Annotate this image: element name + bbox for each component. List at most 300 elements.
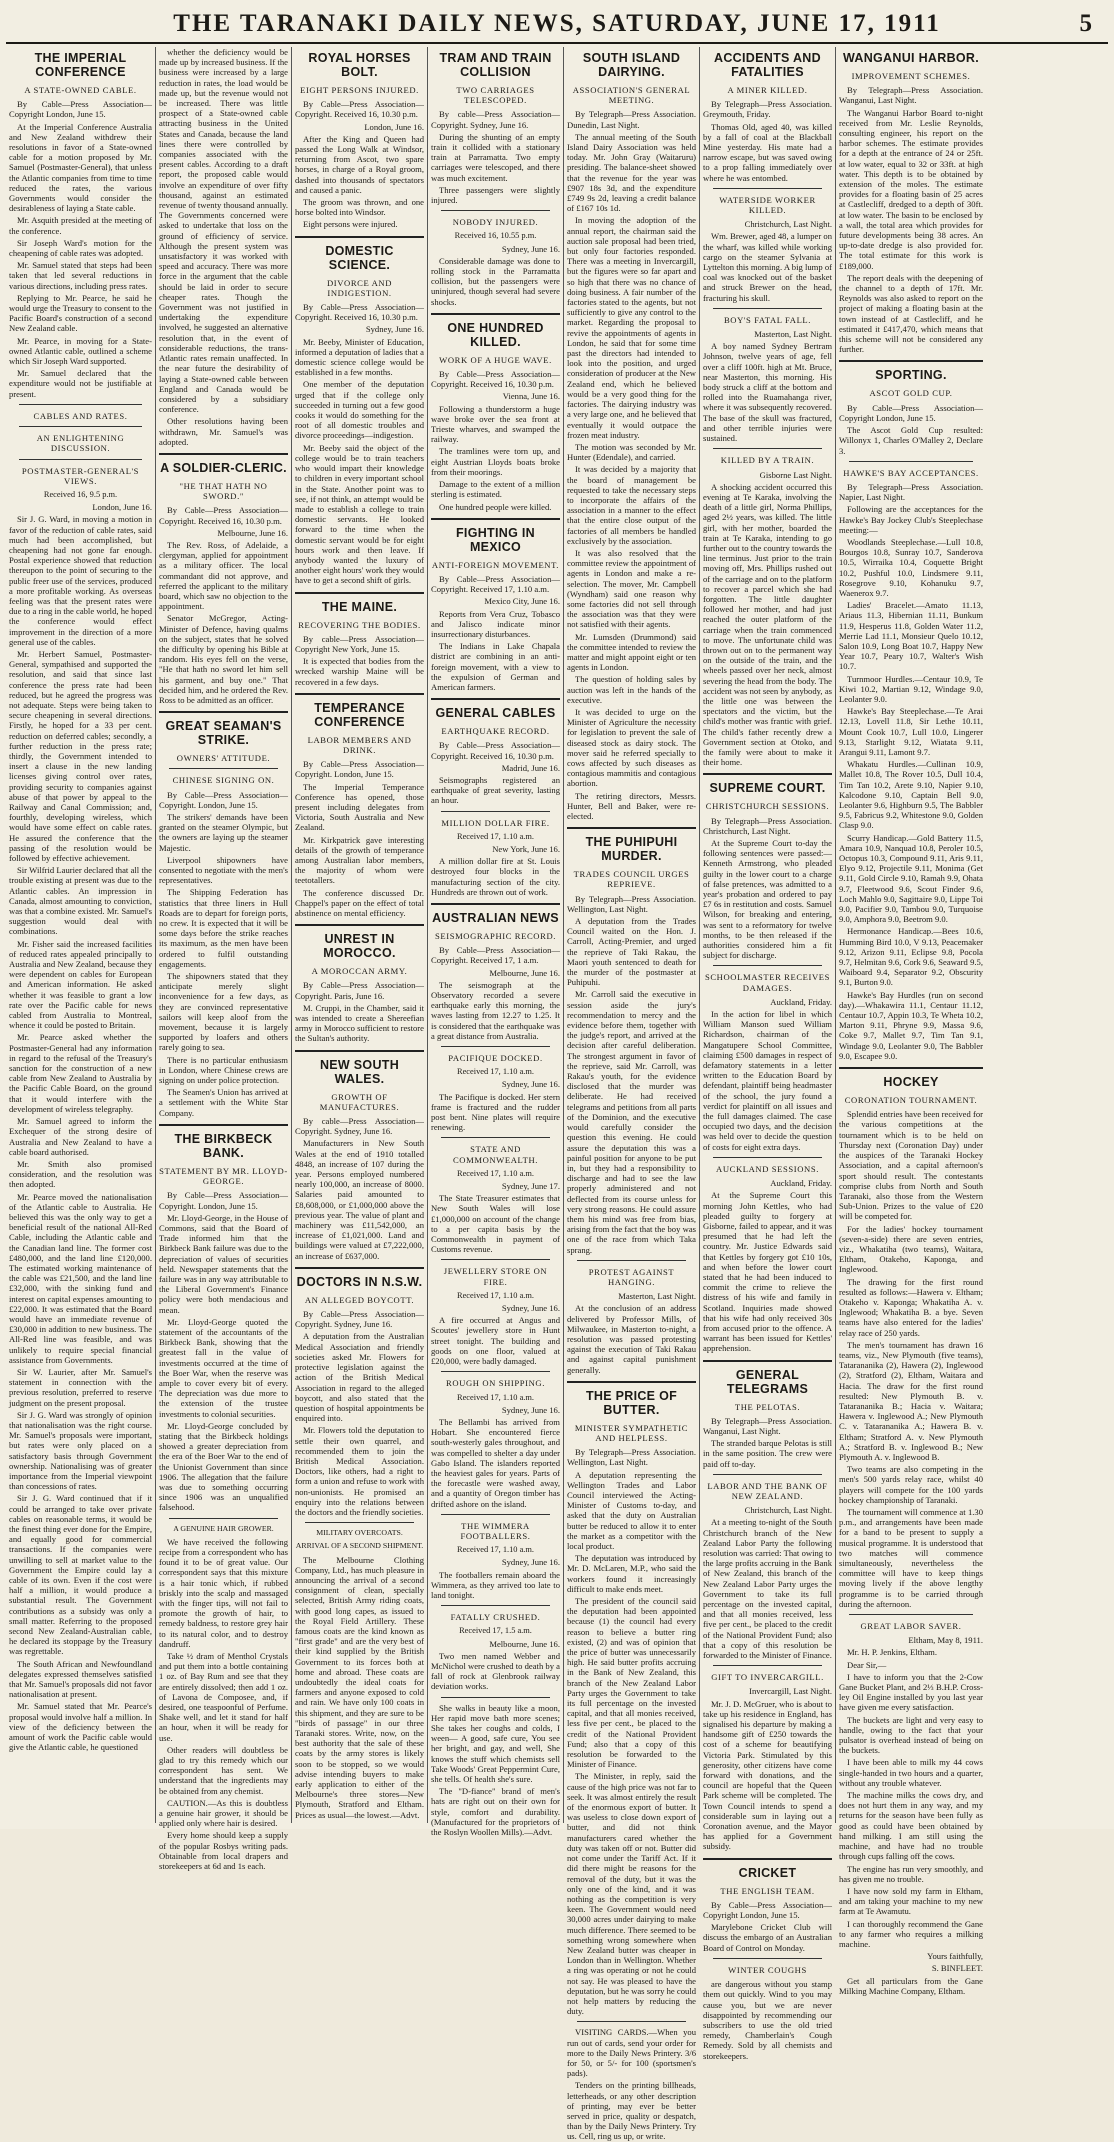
divider xyxy=(19,404,142,405)
subheadline: CABLES AND RATES. xyxy=(33,410,128,421)
paragraph: By Cable—Press Association—Copyright. Received 16, 10.30 p.m. xyxy=(295,302,424,323)
paragraph: By Cable—Press Association—Copyright London, June 15. xyxy=(703,1899,832,1921)
subheadline: STATEMENT BY MR. LLOYD-GEORGE. xyxy=(159,1165,288,1187)
paragraph: The retiring directors, Messrs. Hunter, Bell and Baker, were re-elected. xyxy=(567,790,696,822)
headline: SOUTH ISLAND DAIRYING. xyxy=(582,51,681,79)
section-rule xyxy=(839,1067,983,1069)
headline: DOMESTIC SCIENCE. xyxy=(325,243,394,272)
subheadline: JEWELLERY STORE ON FIRE. xyxy=(443,1266,548,1287)
subheadline: CHRISTCHURCH SESSIONS. xyxy=(705,801,830,812)
paragraph: At the conclusion of an address delivered by Professor Mills, of Milwaukee, in Masterton to-night, a resolution was passed protesting against the execution of Taki Rakau and against capital punishment generally. xyxy=(567,1303,696,1375)
paragraph: By Cable—Press Association—Copyright. Received 16, 10.30 p.m. xyxy=(431,369,560,390)
paragraph: Marylebone Cricket Club will discuss the embargo of an Australian Board of Control on Monday. xyxy=(703,1922,832,1953)
headline: SPORTING. xyxy=(875,368,947,383)
paragraph: Mr. Flowers told the deputation to settle their own quarrel, and recommended them to join the British Medical Association. Doctors, like others, had a right to form a union and refuse to work with non-unionists. He promised an enquiry into the relations between the doctors and the friendly societies. xyxy=(295,1425,424,1517)
paragraph: By Telegraph—Press Association. Dunedin, Last Night. xyxy=(567,109,696,130)
paragraph: Mr. H. P. Jenkins, Eltham. xyxy=(847,1647,937,1658)
subheadline: WATERSIDE WORKER KILLED. xyxy=(719,194,816,216)
paragraph: Mr. Carroll said the executive in session aside the jury's recommendation to mercy and the evidence before them, together with the judge's report, and arrived at the decision after careful deliberation. The strongest argument in favor of the reprieve, said Mr. Carroll, was Rakau's youth, for the evidence disclosed that the murder was deliberate. He had received telegrams and petitions from all parts of the Dominion, and the executive would carefully consider the question this evening. He could assure the deputation this was a painful position for anyone to be put in, but they had a responsibility to discharge and had to see the law properly administered and not deflected from its course unless for very strong reasons. He could assure them his mind was free from bias, arising from the fact that the boy was one of the race from which Taka sprang. xyxy=(567,989,696,1255)
paragraph: Mr. Herbert Samuel, Postmaster-General, sympathised and supported the resolution, and said that since last conference the press rate had been reduced, but he agreed the progress was not adequate. Steps were being taken to secure cheapening in several directions. Firstly, he hoped for a 33 per cent. reduction on deferred cables; secondly, a further reduction in the press rate; thirdly, the Government intended to insert a clause in the new landing licenses giving control over rates, providing security to companies against abuse of that power by appeal to the Railway and Canal Commission; and, fourthly, developing wireless, which would have some effect on cable rates. He assured the conference that the passing of the resolution would be followed by effective achievement. xyxy=(9,648,152,864)
paragraph: Sir Joseph Ward's motion for the cheapening of cable rates was adopted. xyxy=(9,237,152,259)
paragraph: Manufacturers in New South Wales at the end of 1910 totalled 4848, an increase of 107 during the year. Persons employed numbered nearly 100,000, an increase of 8000. Salaries paid amounted to £8,608,000, or £1,000,000 above the previous year. The value of plant and machinery was £11,542,000, an increase of £1,021,000. Land and buildings were valued at £7,222,000, an increase of £637,000. xyxy=(295,1138,424,1261)
subheadline: GROWTH OF MANUFACTURES. xyxy=(319,1091,400,1112)
headline: GENERAL CABLES xyxy=(435,706,556,721)
subheadline: A MINER KILLED. xyxy=(727,85,808,95)
paragraph: A boy named Sydney Bertram Johnson, twelve years of age, fell over a cliff 100ft. high at Mt. Bruce, near Masterton, this morning. His body struck a cliff at the bottom and rolled into the Ruamahanga river, where it was subsequently recovered. The base of the skull was fractured, and other terrible injuries were sustained. xyxy=(703,341,832,444)
section-rule xyxy=(295,592,424,594)
headline: SUPREME COURT. xyxy=(709,781,826,796)
paragraph: The Ascot Gold Cup resulted: Willonyx 1, Charles O'Malley 2, Declare 3. xyxy=(839,425,983,456)
divider xyxy=(849,461,973,462)
subheadline: EARTHQUAKE RECORD. xyxy=(441,726,550,737)
paragraph: Eight persons were injured. xyxy=(303,219,398,230)
paragraph: I have now sold my farm in Eltham, and am taking your machine to my new farm at Te Awamutu. xyxy=(839,1885,983,1917)
paragraph: Reports from Vera Cruz, Tobasco and Jalisco indicate minor insurrectionary disturbances. xyxy=(431,608,560,639)
subheadline: AUCKLAND SESSIONS. xyxy=(716,1163,819,1174)
paragraph: By Cable—Press Association—Copyright. Received 16, 10.30 p.m. xyxy=(431,740,560,761)
divider xyxy=(577,1260,686,1261)
divider xyxy=(441,210,550,211)
paragraph: Mr. J. D. McGruer, who is about to take up his residence in England, has signalised his departure by making a handsome gift of £250 towards the cost of a scheme for beautifying Victoria Park. Stimulated by this generosity, other citizens have come forward with donations, and the council are hopeful that the Queen Park scheme will be completed. The Town Council intends to spend a considerable sum in laying out a Coronation avenue, and the Mayor has applied for a Government subsidy. xyxy=(703,1698,832,1852)
divider xyxy=(441,1371,550,1372)
dateline: Masterton, Last Night. xyxy=(754,329,832,340)
paragraph: Two teams are also competing in the men's 500 yards relay race, whilst 40 players will compete for the 100 yards hockey championship of Taranaki. xyxy=(839,1464,983,1505)
divider xyxy=(441,1514,550,1515)
subheadline: TWO CARRIAGES TELESCOPED. xyxy=(456,85,535,106)
paragraph: Thomas Old, aged 40, was killed by a fall of coal at the Blackball Mine yesterday. His mate had a narrow escape, but was saved owing to a prop falling immediately over where he was entombed. xyxy=(703,121,832,183)
paragraph: By cable—Press Association—Copyright. Sydney, June 16. xyxy=(295,1116,424,1137)
divider xyxy=(169,1518,278,1519)
dateline: Sydney, June 16. xyxy=(501,1303,560,1314)
subheadline: STATE AND COMMONWEALTH. xyxy=(452,1144,539,1165)
paragraph: By Telegraph—Press Association. Greymouth, Friday. xyxy=(703,99,832,120)
paragraph: The Bellambi has arrived from Hobart. She encountered fierce south-westerly gales throughout, and was compelled to shelter a day under Gabo Island. The islanders reported the heaviest gales for years. Parts of the forecastle were washed away, and a quantity of Oregon timber has drifted ashore on the island. xyxy=(431,1416,560,1509)
page-number: 5 xyxy=(1079,10,1092,37)
headline: DOCTORS IN N.S.W. xyxy=(296,1274,423,1289)
advertisement-heading: A GENUINE HAIR GROWER. xyxy=(173,1523,274,1533)
signature: S. BINFLEET. xyxy=(931,1963,983,1974)
paragraph: It was decided by a majority that the board of management be requested to take the necessary steps to incorporate the affairs of the association in a manner to the effect that the entire close output of the factories of all members be handled exclusively by the association. xyxy=(567,464,696,546)
paragraph: Mr. Beeby said the object of the college would be to train teachers who would impart their knowledge to children in every important school in the State. Another point was to see, if not think, an attempt would be made to establish a college to train domestic servants. He looked forward to the time when the domestic servant would be for eight hours work and then leave. If anybody wanted the luxury of another eight hours' work they would have to get a second shift of girls. xyxy=(295,442,424,586)
paragraph: Two men named Webber and McNichol were crushed to death by a fall of rock at Glenbrook railway deviation works. xyxy=(431,1650,560,1692)
divider xyxy=(577,2021,686,2022)
subheadline: FATALLY CRUSHED. xyxy=(450,1612,541,1623)
paragraph: Mr. Fisher said the increased facilities of reduced rates appealed principally to Australia and New Zealand, because they were dependent on cables for European and American information. He asked whether it was feasible to grant a low rate over the Pacific cable for news cabled from Australia to Montreal, whence it could be posted to Britain. xyxy=(9,938,152,1031)
paragraph: Tenders on the printing billheads, letterheads, or any other description of printing, may ever be better served in price, quality or despatch, than by the Daily News Printery. Try us. Cell, ring us up, or write. xyxy=(567,2080,696,2142)
paragraph: The Seamen's Union has arrived at a settlement with the White Star Company. xyxy=(159,1087,288,1118)
paragraph: The motion was seconded by Mr. Hunter (Edendale), and carried. xyxy=(567,441,696,463)
dateline: Received 17, 1.10 a.m. xyxy=(457,1290,534,1300)
divider xyxy=(441,1046,550,1047)
paragraph: I have to inform you that the 2-Cow Gane Bucket Plant, and 2⅓ B.H.P. Cross-ley Oil Engine installed by you last year have given me every satisfaction. xyxy=(839,1671,983,1713)
paragraph: The drawing for the first round resulted as follows:—Hawera v. Eltham; Otakeho v. Kaponga; Whakatiha A. v. Inglewood; Whakatiha B. a bye. Seven teams have also entered for the ladies' relay race of 250 yards. xyxy=(839,1276,983,1338)
section-rule xyxy=(839,360,983,362)
subheadline: WORK OF A HUGE WAVE. xyxy=(439,354,552,365)
paragraph: It was also resolved that the committee review the appointment of agents in London and make a re-selection. The mover, Mr. Campbell (Wyndham) said one reason why some factories did not sell through the association was that they were not satisfied with their agents. xyxy=(567,547,696,630)
paragraph: It was decided to urge on the Minister of Agriculture the necessity for legislation to prevent the sale of diseased stock as dairy stock. The mover said he referred specially to cows affected by such diseases as contagious mammitis and contagious abortion. xyxy=(567,706,696,789)
paragraph: Mr. Kirkpatrick gave interesting details of the growth of temperance among Australian labor members, the majority of whom were teetotallers. xyxy=(295,834,424,886)
paragraph: VISITING CARDS.—When you run out of cards, send your order for more to the Daily News Printery. 3/6 for 50, or 5/- for 100 (sportsmen's pads). xyxy=(567,2027,696,2079)
section-rule xyxy=(431,698,560,700)
subheadline: "HE THAT HATH NO SWORD." xyxy=(179,480,268,502)
paragraph: We have received the following recipe from a correspondent who has found it to be of great value. Our correspondent says that this mixture is a hair tonic which, if rubbed briskly into the scalp and massaged with the finger tips, will not fail to promote the growth of hair, to remedy baldness, to restore grey hair to its natural color, and to destroy dandruff. xyxy=(159,1536,288,1649)
paragraph: Replying to Mr. Pearce, he said he would urge the Treasury to consent to the Pacific Board's construction of a second New Zealand cable. xyxy=(9,292,152,334)
column-1 xyxy=(6,47,156,1823)
dateline: Melbourne, June 16. xyxy=(489,1638,560,1649)
headline: FIGHTING IN MEXICO xyxy=(456,525,535,554)
dateline: Received 17, 1.10 a.m. xyxy=(457,1545,534,1555)
headline: ACCIDENTS AND FATALITIES xyxy=(714,51,821,79)
subheadline: GIFT TO INVERCARGILL. xyxy=(711,1672,824,1683)
dateline: Melbourne, June 16. xyxy=(217,527,288,538)
subheadline: LABOR MEMBERS AND DRINK. xyxy=(307,734,412,755)
headline: AUSTRALIAN NEWS xyxy=(432,910,559,925)
paragraph: One hundred people were killed. xyxy=(439,501,552,512)
paragraph: By Cable—Press Association—Copyright. Received 17, 1.10 a.m. xyxy=(431,573,560,595)
paragraph: M. Cruppi, in the Chamber, said it was intended to create a Shereefian army in Morocco sufficient to restore the Sultan's authority. xyxy=(295,1002,424,1044)
paragraph: Mr. Samuel stated that steps had been taken that led several reductions in various directions, including press rates. xyxy=(9,260,152,291)
paragraph: By Telegraph—Press Association. Wellington, Last Night. xyxy=(567,893,696,914)
divider xyxy=(713,1157,822,1158)
paragraph: Hermonance Handicap.—Bees 10.6, Humming Bird 10.0, V 9.13, Peacemaker 9.12, Arizon 9.11, Eclipse 9.8, Pocola 9.7, Helmitan 9.6, Cork 9.6, Seaward 9.5, Waiboard 9.4, Separator 9.2, Obscurity 9.1, Burton 9.0. xyxy=(839,926,983,988)
paragraph: Get all particulars from the Gane Milking Machine Company, Eltham. xyxy=(839,1975,983,1996)
dateline: Sydney, June 16. xyxy=(501,1079,560,1090)
paragraph: Liverpool shipowners have consented to negotiate with the men's representatives. xyxy=(159,854,288,886)
subheadline: BOY'S FATAL FALL. xyxy=(723,314,812,325)
subheadline: HAWKE'S BAY ACCEPTANCES. xyxy=(843,467,979,478)
dateline: Auckland, Friday. xyxy=(770,996,832,1007)
paragraph: Other resolutions having been withdrawn, Mr. Samuel's was adopted. xyxy=(159,416,288,447)
headline: CRICKET xyxy=(738,1865,797,1880)
paragraph: Mr. Samuel agreed to inform the Exchequer of the strong desire of Australia and New Zealand to have a cable board authorised. xyxy=(9,1116,152,1157)
headline: THE PRICE OF BUTTER. xyxy=(585,1388,678,1417)
paragraph: The Pacifique is docked. Her stern frame is fractured and the rudder post bent. Nine plates will require renewing. xyxy=(431,1091,560,1133)
paragraph: Woodlands Steeplechase.—Lull 10.8, Bourgos 10.8, Sunray 10.7, Sanderova 10.5, Wirraika 10.4, Coquette Bright 10.2, Pushful 10.0, Lindsmere 9.11, Rosegrove 9.10, Kohanuku 9.7, Waenerox 9.7. xyxy=(839,536,983,598)
section-rule xyxy=(295,236,424,238)
paragraph: Mr. Beeby, Minister of Education, informed a deputation of ladies that a domestic science college would be established in a few months. xyxy=(295,336,424,378)
dateline: Received 16, 10.55 p.m. xyxy=(454,231,537,241)
headline: ROYAL HORSES BOLT. xyxy=(308,51,411,79)
divider xyxy=(441,1259,550,1260)
paragraph: Wm. Brewer, aged 48, a lumper on the wharf, was killed while working cargo on the steamer Sylvania at Lyttelton this morning. A big lump of coal was knocked out of the basket and struck Brewer on the head, fracturing his skull. xyxy=(703,231,832,303)
paragraph: The question of holding sales by auction was left in the hands of the executive. xyxy=(567,674,696,705)
paragraph: By Telegraph—Press Association. Wanganui, Last Night. xyxy=(839,85,983,106)
subheadline: OWNERS' ATTITUDE. xyxy=(176,753,271,764)
dateline: Received 17, 1.10 a.m. xyxy=(457,1067,534,1077)
subheadline: THE WIMMERA FOOTBALLERS. xyxy=(460,1520,531,1541)
paragraph: are dangerous without you stamp them out quickly. Wind to you may cause you, but we are never disappointed by recommending our subscribers to use the old tried remedy, Chamberlain's Cough Remedy. Sold by all chemists and storekeepers. xyxy=(703,1979,832,2061)
section-rule xyxy=(159,711,288,713)
subheadline: NOBODY INJURED. xyxy=(452,217,539,228)
dateline: Sydney, June 16. xyxy=(501,243,560,254)
paragraph: By Telegraph—Press Association. Christchurch, Last Night. xyxy=(703,815,832,836)
divider xyxy=(441,1697,550,1698)
paragraph: Mr. Pearce moved the nationalisation of the Atlantic cable to Australia. He believed this was the only way to get a beneficial result of the national All-Red Cable, including the Atlantic cable and the Canadian land line. The former cost £480,000, and the land line £120,000. The estimated working maintenance of the cable was £21,500, and the land line £32,000, with the sinking fund and interest on capital expenses amounting to £22,000. It was estimated that the Board would have an immediate revenue of £30,000 in addition to new business. The All-Red line was feasible, and was unlikely to require special financial assistance from Governments. xyxy=(9,1191,152,1365)
paragraph: The conference discussed Dr. Chappel's paper on the effect of total abstinence on mental efficiency. xyxy=(295,887,424,918)
dateline: Christchurch, Last Night. xyxy=(744,1505,832,1516)
section-rule xyxy=(295,1050,424,1052)
dateline: Sydney, June 16. xyxy=(365,324,424,335)
section-rule xyxy=(567,1381,696,1383)
divider xyxy=(169,768,278,769)
paragraph: A deputation from the Trades Council waited on the Hon. J. Carroll, Acting-Premier, and urged the reprieve of Taki Rakau, the Maori youth sentenced to death for the murder of the postmaster at Puhipuhi. xyxy=(567,916,696,988)
paragraph: Sir J. G. Ward continued that if it could be arranged to take over private cables on reasonable terms, it would be the finest thing ever done for the Empire, and equally good for commercial transactions. If the companies were unwilling to sell at market value to the Government the Empire could lay a cable of its own. Even if the cost were half a million, it would produce a substantial result. The Government contributions as a subsidy was only a small matter. Referring to the proposed second New Zealand-Australian cable, he declared its stoppage by the Treasury was regrettable. xyxy=(9,1493,152,1657)
subheadline: POSTMASTER-GENERAL'S VIEWS. xyxy=(21,465,140,486)
divider xyxy=(713,448,822,449)
subheadline: ROUGH ON SHIPPING. xyxy=(446,1378,545,1389)
paragraph: Hawke's Bay Steeplechase.—Te Arai 12.13, Lovell 11.8, Sir Lethe 10.11, Mount Cook 10.7, Lull 10.0, Lingerer 9.13, Starlight 9.12, Wiatata 9.11, Arangui 9.11, Lamont 9.7. xyxy=(839,706,983,757)
dateline: Received 16, 9.5 p.m. xyxy=(43,489,118,499)
paragraph: Mr. Asquith presided at the meeting of the conference. xyxy=(9,215,152,236)
paragraph: By Cable—Press Association—Copyright. London, June 15. xyxy=(159,1190,288,1211)
paragraph: By Cable—Press Association—Copyright. London, June 15. xyxy=(159,789,288,810)
section-rule xyxy=(159,1124,288,1126)
divider xyxy=(713,1958,822,1959)
paragraph: Take ½ dram of Menthol Crystals and put them into a bottle containing 1 oz. of Bay Rum and see that they are entirely dissolved; then add 1 oz. of Lavona de Composee, and, if desired, one teaspoonful of Perfume. Shake well, and let it stand for half an hour, when it will be ready for use. xyxy=(159,1651,288,1743)
paragraph: Considerable damage was done to rolling stock in the Parramatta collision, but the passengers were uninjured, though several had severe shocks. xyxy=(431,255,560,307)
paragraph: In the action for libel in which William Manson sued William Richardson, chairman of the Mangatupere School Committee, claiming £500 damages in respect of defamatory statements in a letter written to the Education Board by defendant, plaintiff being headmaster of the school, the jury found a verdict for plaintiff on all issues and the full damages claimed. The case occupied two days, and the decision was held over to decide the question of costs for eight extra days. xyxy=(703,1009,832,1152)
dateline: London, June 16. xyxy=(92,502,152,513)
paragraph: A deputation from the Australian Medical Association and friendly societies asked Mr. Flowers for protective legislation against the action of the British Medical Association in regard to the alleged boycott, and also stated that the question of hospital appointments be enquired into. xyxy=(295,1331,424,1424)
dateline: Received 17, 1.10 a.m. xyxy=(457,831,534,841)
paragraph: The machine milks the cows dry, and does not hurt them in any way, and my returns for the season have been fully as good as could have been obtained by hand milking. I am still using the machine, and have had no trouble through cups falling off the cows. xyxy=(839,1790,983,1862)
paragraph: By Cable—Press Association—Copyright. Received 16, 10.30 p.m. xyxy=(159,505,288,526)
dateline: Eltham, May 8, 1911. xyxy=(908,1635,983,1646)
subheadline: SCHOOLMASTER RECEIVES DAMAGES. xyxy=(704,972,831,993)
paragraph: By Telegraph—Press Association. Wellington, Last Night. xyxy=(567,1447,696,1468)
headline: GENERAL TELEGRAMS xyxy=(726,1367,809,1396)
dateline: Christchurch, Last Night. xyxy=(744,219,832,230)
paragraph: The buckets are light and very easy to handle, owing to the fact that your pulsator is overhead instead of being on the buckets. xyxy=(839,1714,983,1756)
paragraph: The engine has run very smoothly, and has given me no trouble. xyxy=(839,1863,983,1884)
paragraph: Senator McGregor, Acting-Minister of Defence, having qualms on the subject, states that he solved the difficulty by opening his Bible at random. His eyes fell on the verse, "He that hath no sword let him sell his garment, and buy one." That decided him, and he ordered the Rev. Ross to be admitted as an officer. xyxy=(159,613,288,705)
subheadline: THE ENGLISH TEAM. xyxy=(720,1885,815,1896)
divider xyxy=(19,459,142,460)
paragraph: Mr. Smith also promised consideration, and the resolution was then adopted. xyxy=(9,1158,152,1190)
paragraph: There is no particular enthusiasm in London, where Chinese crews are signing on under police protection. xyxy=(159,1054,288,1086)
paragraph: Hawke's Bay Hurdles (run on second day).—Whakawira 11.1, Centaur 11.12, Centaur 10.7, Appin 10.3, Te Wheta 10.2, Marton 9.11, Phryne 9.9, Massa 9.6, Coke 9.7, Mallet 9.7, Tim Tan 9.1, Windage 9.0, Leolanter 9.0, The Babbler 9.0, Escapee 9.0. xyxy=(839,989,983,1061)
headline: UNREST IN MOROCCO. xyxy=(323,932,396,961)
paragraph: I can thoroughly recommend the Gane to any farmer who requires a milking machine. xyxy=(839,1918,983,1949)
dateline: Melbourne, June 16. xyxy=(489,967,560,978)
paragraph: By Cable—Press Association—Copyright. Paris, June 16. xyxy=(295,980,424,1001)
masthead-title: THE TARANAKI DAILY NEWS, SATURDAY, JUNE 17, 1911 xyxy=(173,10,941,37)
paragraph: The men's tournament has drawn 16 teams, viz., New Plymouth (five teams), Tatarananika (2), Hawera (2), Inglewood (2), Stratford (2), Eltham, Waitara and Hacia. The draw for the first round resulted: New Plymouth B. v. Tatarananika B.; Hacia v. Waitara; Hawera v. Inglewood A.; New Plymouth C. v. Tatarananika A.; Hawera B. v. Eltham; Stratford A. v. New Plymouth A.; Stratford B. v. Inglewood B.; New Plymouth A. v. Inglewood B. xyxy=(839,1339,983,1462)
subheadline: A MOROCCAN ARMY. xyxy=(311,966,408,977)
column-3 xyxy=(292,47,428,1823)
paragraph: For the ladies' hockey tournament (seven-a-side) there are seven entries, viz., Whakatiha (two teams), Waitara, Eltham, Otakeho, Kaponga, and Inglewood. xyxy=(839,1223,983,1275)
paragraph: The footballers remain aboard the Wimmera, as they arrived too late to land tonight. xyxy=(431,1569,560,1600)
subheadline: PROTEST AGAINST HANGING. xyxy=(588,1266,675,1287)
column-2 xyxy=(156,47,292,1872)
subheadline: DIVORCE AND INDIGESTION. xyxy=(326,277,393,298)
section-rule xyxy=(703,1858,832,1860)
paragraph: Splendid entries have been received for the various competitions at the tournament which is to be held on Thursday next (Coronation Day) under the auspices of the Taranaki Hockey Association, and a capital afternoon's sport should result. The contestants comprise clubs from North and South Taranaki, also those from the Western Sub-Union. Prizes to the value of £20 will be competed for. xyxy=(839,1109,983,1222)
paragraph: Mr. Lloyd-George, in the House of Commons, said that the Board of Trade informed him that the Birkbeck Bank failure was due to the depreciation of values of securities held. Newspaper statements that the failure was in any way attributable to the Liberal Government's Finance policy were both mendacious and mean. xyxy=(159,1212,288,1315)
paragraph: A fire occurred at Angus and Scoutes' jewellery store in Hunt street tonight. The building and goods on one floor, valued at £20,000, were badly damaged. xyxy=(431,1315,560,1367)
paragraph: Whakatu Hurdles.—Cullinan 10.9, Mallet 10.8, The Rover 10.5, Dull 10.4, Tim Tan 10.2, Arete 9.10, Napier 9.10, Kalcodone 9.10, Captain Bell 9.0, Leolanter 9.6, Highburn 9.5, The Babbler 9.5, Fabricus 9.2, Whitestone 9.0, Golden Clasp 9.0. xyxy=(839,759,983,831)
subheadline: EIGHT PERSONS INJURED. xyxy=(300,85,419,95)
subheadline: AN ENLIGHTENING DISCUSSION. xyxy=(36,433,125,454)
divider xyxy=(713,1665,822,1666)
paragraph: The deputation was introduced by Mr. D. McLaren, M.P., who said the workers found it increasingly difficult to make ends meet. xyxy=(567,1553,696,1594)
dateline: Received 17, 1.10 a.m. xyxy=(457,1168,534,1178)
paragraph: The groom was thrown, and one horse bolted into Windsor. xyxy=(295,197,424,218)
paragraph: Mr. Lumsden (Drummond) said the committee intended to review the matter and might appoint eight or ten agents in London. xyxy=(567,631,696,673)
subheadline: ANTI-FOREIGN MOVEMENT. xyxy=(431,559,560,570)
paragraph: After the King and Queen had passed the Long Walk at Windsor, returning from Ascot, two spare horses, in charge of a Royal groom, dashed into thousands of spectators and caused a panic. xyxy=(295,133,424,195)
divider xyxy=(713,188,822,189)
paragraph: By Telegraph—Press Association. Wanganui, Last Night. xyxy=(703,1415,832,1436)
paragraph: The tournament will commence at 1.30 p.m., and arrangements have been made for a band to be present to supply a musical programme. It is understood that two matches will commence simultaneously, nevertheless the committee will have to keep things moving lively if the above lengthy programme is to be carried through during the afternoon. xyxy=(839,1507,983,1609)
paragraph: By Cable—Press Association—Copyright. Received 16, 10.30 p.m. xyxy=(295,99,424,120)
masthead xyxy=(0,0,1114,44)
subheadline: AN ALLEGED BOYCOTT. xyxy=(304,1294,415,1305)
paragraph: By Cable—Press Association—Copyright. London, June 15. xyxy=(295,759,424,780)
masthead-rule xyxy=(6,42,1108,44)
section-rule xyxy=(295,924,424,926)
dateline: Sydney, June 16. xyxy=(501,1404,560,1415)
dateline: Vienna, June 16. xyxy=(502,391,560,402)
paragraph: By Cable—Press Association—Copyright. Sydney, June 16. xyxy=(295,1309,424,1330)
dateline: Invercargill, Last Night. xyxy=(749,1686,832,1697)
paragraph: The annual meeting of the South Island Dairy Association was held today. Mr. John Gray (Waitaruru) presiding. The balance-sheet showed that the revenue for the year was £907 18s 3d, and the expenditure £749 9s 2d, leaving a credit balance of £167 10s 1d. xyxy=(567,131,696,214)
paragraph: The Melbourne Clothing Company, Ltd., has much pleasure in announcing the arrival of a second consignment of clean, specially selected, British Army riding coats, with good long capes, as issued to the Royal Field Artillery. These famous coats are the kind known as "first grade" and are the very best of their kind supplied by the British Government to its forces both at home and abroad. These coats are undoubtedly the ideal coats for farmers and anyone exposed to cold and rain. We have only 100 coats in this shipment, and they are sure to be "birds of passage" in our three Taranaki stores. Write, now, on the best authority that the sale of these coats by the army stores is likely soon to be stopped, so we would advise intending buyers to make early application to either of the Melbourne's three stores—New Plymouth, Stratford and Eltham. Prices as usual—the lowest.—Advt. xyxy=(295,1554,424,1820)
subheadline: ASSOCIATION'S GENERAL MEETING. xyxy=(572,85,691,106)
paragraph: The tramlines were torn up, and eight Austrian Lloyds boats broke from their moorings. xyxy=(431,446,560,477)
paragraph: At the Supreme Court this morning John Kettles, who had pleaded guilty to forgery at Gisborne, failed to appear, and it was presumed that he had left the country. Mr. Justice Edwards said that Kettles by forgery got £10 10s, and when before the lower court stated that he had been induced to commit the crime to relieve the distress of his wife and family in Scotland. Inquiries made showed that his wife had only received 30s from accused prior to the offence. A warrant has been issued for Kettles' apprehension. xyxy=(703,1190,832,1354)
paragraph: By cable—Press Association—Copyright. Sydney, June 16. xyxy=(431,109,560,130)
paragraph: One member of the deputation urged that if the college only succeeded in turning out a few good cooks it would do something for the root of all domestic troubles and divorce proceedings—indigestion. xyxy=(295,379,424,441)
section-rule xyxy=(703,773,832,775)
paragraph: It is expected that bodies from the wrecked warship Maine will be recovered in a few days. xyxy=(295,656,424,687)
headline: THE BIRKBECK BANK. xyxy=(174,1131,273,1160)
advertisement-heading: ARRIVAL OF A SECOND SHIPMENT. xyxy=(295,1541,424,1551)
headline: THE IMPERIAL CONFERENCE xyxy=(34,51,127,79)
paragraph: Following are the acceptances for the Hawke's Bay Jockey Club's Steeplechase meeting:— xyxy=(839,504,983,535)
paragraph: Sir J. G. Ward, in moving a motion in favor of the reduction of cable rates, said much had been accomplished, but cheapening had not gone far enough. Postal experience showed that reduction thereupon to the point of securing to the public freer use of the services, produced a more profitable working. As overseas feeling was that the present rates were due to a ring in the cable world, he hoped the conference would effect improvement in the direction of a more general use of the cables. xyxy=(9,514,152,647)
paragraph: She walks in beauty like a moon, Her rapid move bath more scenes; She takes her coughs and colds, I ween— A good, safe cure, You see her bright, and gay, and well, She knows the stuff which chemists sell Take Woods' Great Peppermint Cure, she tells. Of health she's sure. xyxy=(431,1702,560,1784)
paragraph: Mr. Samuel declared that the expenditure would not be justifiable at present. xyxy=(9,368,152,399)
paragraph: The Indians in Lake Chapala district are combining in an anti-foreign movement, with a view to the expulsion of German and American farmers. xyxy=(431,641,560,692)
paragraph: Every home should keep a supply of the popular Rosbys writing pads. Obtainable from local drapers and storekeepers at 6d and 1s each. xyxy=(159,1830,288,1872)
paragraph: I have been able to milk my 44 cows single-handed in two hours and a quarter, without any trouble whatever. xyxy=(839,1757,983,1788)
paragraph: The "D-fiance" brand of men's hats are right out on their own for style, comfort and durability. (Manufactured for the proprietors of the Roslyn Woollen Mills).—Advt. xyxy=(431,1786,560,1838)
dateline: New York, June 16. xyxy=(492,843,560,854)
advertisement-heading: MILITARY OVERCOATS. xyxy=(316,1528,403,1538)
section-rule xyxy=(295,693,424,695)
paragraph: CAUTION.—As this is doubtless a genuine hair grower, it should be applied only where hair is desired. xyxy=(159,1797,288,1829)
subheadline: A STATE-OWNED CABLE. xyxy=(24,85,137,95)
paragraph: The Rev. Ross, of Adelaide, a clergyman, applied for appointment as a military officer. The local commandant did not approve, and referred the applicant to the military board, which saw no objection to the appointment. xyxy=(159,539,288,612)
divider xyxy=(305,1522,414,1523)
headline: THE PUHIPUHI MURDER. xyxy=(585,835,678,864)
column-6 xyxy=(700,47,836,2061)
headline: A SOLDIER-CLERIC. xyxy=(160,460,287,475)
paragraph: By Telegraph—Press Association. Napier, Last Night. xyxy=(839,481,983,503)
paragraph: Three passengers were slightly injured. xyxy=(431,184,560,206)
paragraph: Dear Sir,— xyxy=(847,1659,887,1670)
paragraph: During the shunting of an empty train it collided with a stationary train at Parramatta. Two empty carriages were telescoped, and there was much excitement. xyxy=(431,131,560,183)
section-rule xyxy=(567,827,696,829)
paragraph: At a meeting to-night of the South Christchurch branch of the New Zealand Labor Party the following resolution was carried: That owing to the large profits accruing in the Bank of New Zealand, this branch of the New Zealand Labor Party urges the Government to take its full percentage on the invested capital, and that all monies received, less five per cent., be placed to the credit of the National Provident Fund; also that a copy of this resolution be forwarded to the Minister of Finance. xyxy=(703,1517,832,1661)
section-rule xyxy=(431,903,560,905)
dateline: Received 17, 1.10 a.m. xyxy=(457,1392,534,1402)
paragraph: By Cable—Press Association—Copyright London, June 15. xyxy=(839,402,983,423)
paragraph: The Imperial Temperance Conference has opened, those present including delegates from Victoria, South Australia and New Zealand. xyxy=(295,781,424,833)
paragraph: Mr. Pearce, in moving for a State-owned Atlantic cable, outlined a scheme which Sir Joseph Ward supported. xyxy=(9,335,152,367)
paragraph: A shocking accident occurred this evening at Te Karaka, involving the death of a little girl, Norma Phillips, aged 2½ years, was killed. The little girl, with her mother, boarded the train at Te Karaka, intending to go further out to the country towards the line terminus. Just prior to the train moving off, Mrs. Phillips rushed out of the carriage and on to the platform to recover a parcel which she had forgotten. The little daughter followed her mother, and had just reached the outer platform of the carriage when the train commenced to move. The unfortunate child was thrown out on to the permanent way on the outside of the train, and the wheels passed over her neck, almost severing the head from the body. The accident was not seen by anybody, as the little one was between the spectators and the victim, but the child's mother was frantic with grief. The child's father recently drew a Government section at Otoko, and the family were about to make it their home. xyxy=(703,481,832,768)
paragraph: By cable—Press Association—Copyright New York, June 15. xyxy=(295,633,424,654)
dateline: London, June 16. xyxy=(364,121,424,132)
dateline: Madrid, June 16. xyxy=(501,762,560,773)
paragraph: Mr. Samuel stated that Mr. Pearce's proposal would involve half a million. In view of the deficiency between the amount of work the Pacific cable would give the Atlantic cable, he questioned xyxy=(9,1701,152,1753)
paragraph: In moving the adoption of the annual report, the chairman said the auction sale proposal had been tried, but only four factories responded. There was a meeting in Invercargill, but the figures were so far apart and so high that there was no chance of doing business. A fair number of the factories stated to the agents, but not sufficiently to give any control to the market. Regarding the proposal to revive the appointments of agents in London, he said that for some time past the directors had intended to look into the position, and urged consideration of producer at the New Zealand end, which he believed would be a very good thing for the factories. The dairying industry was a very large one, and he believed that eventually it would outpace the frozen meat industry. xyxy=(567,215,696,440)
paragraph: Ladies' Bracelet.—Amato 11.13, Ariaus 11.3, Hibernian 11.11, Bunkum 11.9, Hesperus 11.8, Golden Water 11.2, Merrie Lad 11.1, Monsieur Quelo 10.12, Salon 10.9, Long Boat 10.7, Happy New Year 10.7, Peary 10.7, Walter's Wish 10.7. xyxy=(839,600,983,672)
divider xyxy=(441,811,550,812)
subheadline: TRADES COUNCIL URGES REPRIEVE. xyxy=(573,869,690,890)
divider xyxy=(849,1614,973,1615)
section-rule xyxy=(703,1360,832,1362)
paragraph: Mr. Lloyd-George quoted the statement of the accountants of the Birkbeck Bank, showing that the greatest fall in the value of investments occurred at the time of the Boer War, when the reserve was ample to cover every bit of every. The depreciation was due more to the extension of the trustee investments to colonial securities. xyxy=(159,1316,288,1419)
paragraph: Sir W. Laurier, after Mr. Samuel's statement in connection with the previous resolution, preferred to reserve judgment on the present proposal. xyxy=(9,1366,152,1408)
paragraph: Sir Wilfrid Laurier declared that all the trouble existing at present was due to the Atlantic cables. An impression in Canada, almost amounting to conviction, was that a combine existed. Mr. Samuel's suggestion would deal with combinations. xyxy=(9,865,152,937)
dateline: Sydney, June 17. xyxy=(501,1181,560,1192)
headline: TEMPERANCE CONFERENCE xyxy=(314,700,405,729)
divider xyxy=(441,1605,550,1606)
paragraph: The seismograph at the Observatory recorded a severe earthquake early this morning, the waves lasting from 12.27 to 1.25. It is considered that the earthquake was a great distance from Australia. xyxy=(431,979,560,1041)
subheadline: IMPROVEMENT SCHEMES. xyxy=(851,71,971,81)
paragraph: The South African and Newfoundland delegates expressed themselves satisfied that Mr. Samuel's proposals did not favor nationalisation at present. xyxy=(9,1658,152,1700)
dateline: Gisborne Last Night. xyxy=(759,469,832,480)
paragraph: The president of the council said the deputation had been appointed because (1) the council had every reason to believe a butter ring existed, (2) and was of opinion that the price of butter was unnecessarily high. He said butter profits accruing in the Bank of New Zealand, this branch of the New Zealand Labor Party urges the Government to take its full percentage on the invested capital, and that all monies received, less five per cent., be placed to the credit of the National Provident Fund; also that a copy of this resolution be forwarded to the Minister of Finance. xyxy=(567,1596,696,1770)
headline: WANGANUI HARBOR. xyxy=(842,51,980,65)
subheadline: GREAT LABOR SAVER. xyxy=(860,1621,962,1632)
subheadline: LABOR AND THE BANK OF NEW ZEALAND. xyxy=(707,1480,828,1501)
paragraph: At the Supreme Court to-day the following sentences were passed:—Kenneth Armstrong, who pleaded guilty in the lower court to a charge of false pretences, was admitted to a year's probation and ordered to pay £7 6s in restitution and costs. Samuel Wilson, for breaking and entering, was sent to a reformatory for twelve months, to be then released if the authorities considered him a fit subject for discharge. xyxy=(703,838,832,961)
headline: ONE HUNDRED KILLED. xyxy=(447,320,544,349)
paragraph: Following a thunderstorm a huge wave broke over the sea front at Trieste wharves, and swamped the railway. xyxy=(431,403,560,445)
subheadline: ASCOT GOLD CUP. xyxy=(869,388,953,399)
headline: TRAM AND TRAIN COLLISION xyxy=(439,51,552,79)
paragraph: Scurry Handicap.—Gold Battery 11.5, Amara 10.9, Nanquad 10.8, Peroler 10.5, Octopus 10.3, Compound 9.11, Aris 9.11, Elyo 9.12, Projectile 9.11, Monima (Get 9.11, Gold Circle 9.10, Ramah 9.9, Ohata 9.7, Fleetwood 9.6, Scout Finder 9.6, Loch Mahlo 9.0, Sagittaire 9.0, Lippe Toi 9.0, Pacifier 9.0, Tambou 9.0, Turquoise 9.0, Amphora 9.0, Beetrom 9.0. xyxy=(839,832,983,925)
section-rule xyxy=(431,518,560,520)
subheadline: WINTER COUGHS xyxy=(728,1964,807,1975)
headline: GREAT SEAMAN'S STRIKE. xyxy=(165,719,282,748)
dateline: Mexico City, June 16. xyxy=(484,596,560,607)
subheadline: CORONATION TOURNAMENT. xyxy=(844,1095,978,1106)
section-rule xyxy=(159,453,288,455)
column-7 xyxy=(836,47,986,1996)
divider xyxy=(713,965,822,966)
paragraph: The report deals with the deepening of the channel to a depth of 17ft. Mr. Reynolds was also asked to report on the project of making a floating basin at the town instead of at Castlecliff, and he estimated it £417,470, which means that this scheme will not be considered any further. xyxy=(839,272,983,355)
columns xyxy=(6,47,1108,2142)
subheadline: KILLED BY A TRAIN. xyxy=(720,455,815,466)
column-4 xyxy=(428,47,564,1838)
paragraph: The State Treasurer estimates that New South Wales will lose £1,000,000 on account of the change to a per capita basis by the Commonwealth in payment of Customs revenue. xyxy=(431,1193,560,1255)
paragraph: A deputation representing the Wellington Trades and Labor Council interviewed the Acting-Minister of Customs to-day, and asked that the duty on Australian butter be reduced to allow it to enter the market as a competitor with the local product. xyxy=(567,1469,696,1551)
headline: HOCKEY xyxy=(883,1075,939,1090)
paragraph: At the Imperial Conference Australia and New Zealand withdrew their resolutions in favor of a State-owned cable for a motion proposed by Mr. Samuel (Postmaster-General), that unless the Atlantic companies from time to time reduced the rates, the various Governments would consider the desirableness of laying a State cable. xyxy=(9,121,152,214)
paragraph: By Cable—Press Association—Copyright London, June 15. xyxy=(9,99,152,120)
dateline: Auckland, Friday. xyxy=(770,1178,832,1189)
paragraph: Sir J. G. Ward was strongly of opinion that nationalisation was the right course. Mr. Samuel's proposals were important, but rates were only placed on a satisfactory basis through Government ownership. Nationalising was of greater importance from the Imperial viewpoint than concessions of rates. xyxy=(9,1409,152,1492)
paragraph: By Cable—Press Association—Copyright. Received 17, 1 a.m. xyxy=(431,945,560,966)
paragraph: Mr. Pearce asked whether the Postmaster-General had any information in regard to the refusal of the Treasury's sanction for the construction of a new cable from New Zealand to Australia by the Pacific Cable Board, on the ground that it would interfere with the development of wireless telegraphy. xyxy=(9,1032,152,1114)
subheadline: THE PELOTAS. xyxy=(734,1401,801,1412)
subheadline: MILLION DOLLAR FIRE. xyxy=(441,817,550,828)
column-5 xyxy=(564,47,700,2142)
